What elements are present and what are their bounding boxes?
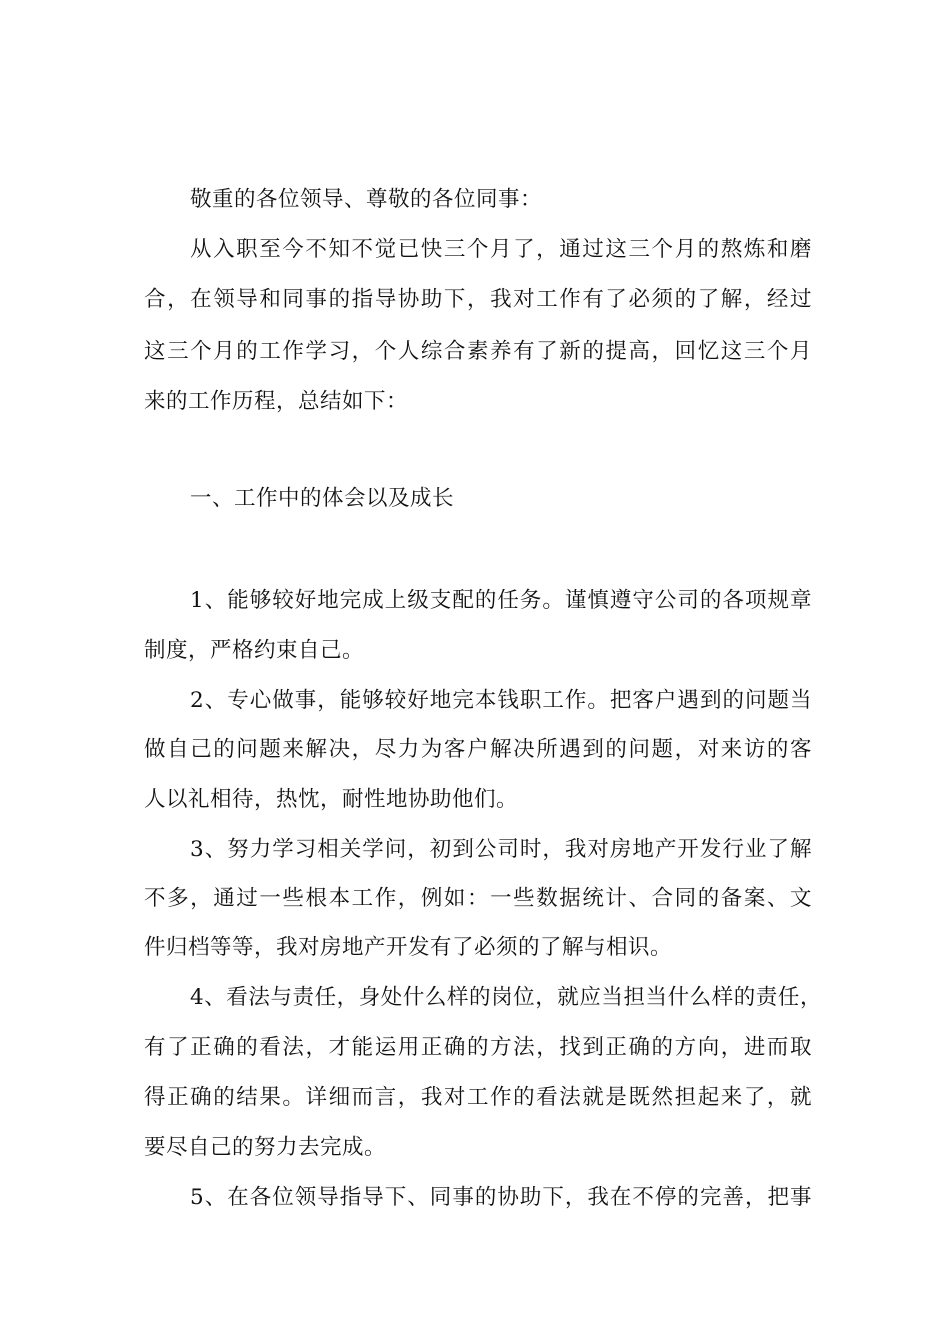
item-4-line-3: 得正确的结果。详细而言，我对工作的看法就是既然担起来了，就 [144,1085,812,1110]
item-3-line-2: 不多，通过一些根本工作，例如：一些数据统计、合同的备案、文 [144,886,812,911]
item-1-line-1: 1、能够较好地完成上级支配的任务。谨慎遵守公司的各项规章 [190,588,812,613]
item-3-line-1: 3、努力学习相关学问，初到公司时，我对房地产开发行业了解 [190,837,812,862]
item-1-line-2: 制度，严格约束自己。 [144,638,365,663]
item-4-line-4: 要尽自己的努力去完成。 [144,1135,387,1160]
intro-line-2: 合，在领导和同事的指导协助下，我对工作有了必须的了解，经过 [144,287,812,312]
intro-line-1: 从入职至今不知不觉已快三个月了，通过这三个月的熬炼和磨 [190,237,812,262]
item-5-line-1: 5、在各位领导指导下、同事的协助下，我在不停的完善，把事 [190,1185,812,1210]
item-4-line-1: 4、看法与责任，身处什么样的岗位，就应当担当什么样的责任， [190,985,822,1010]
item-4-line-2: 有了正确的看法，才能运用正确的方法，找到正确的方向，进而取 [144,1035,812,1060]
item-2-line-2: 做自己的问题来解决，尽力为客户解决所遇到的问题，对来访的客 [144,737,812,762]
intro-line-4: 来的工作历程，总结如下： [144,389,409,414]
item-2-line-1: 2、专心做事，能够较好地完本钱职工作。把客户遇到的问题当 [190,688,812,713]
intro-line-3: 这三个月的工作学习，个人综合素养有了新的提高，回忆这三个月 [144,339,812,364]
section-heading: 一、工作中的体会以及成长 [190,486,455,511]
salutation: 敬重的各位领导、尊敬的各位同事： [190,187,543,212]
item-2-line-3: 人以礼相待，热忱，耐性地协助他们。 [144,787,519,812]
item-3-line-3: 件归档等等，我对房地产开发有了必须的了解与相识。 [144,935,673,960]
